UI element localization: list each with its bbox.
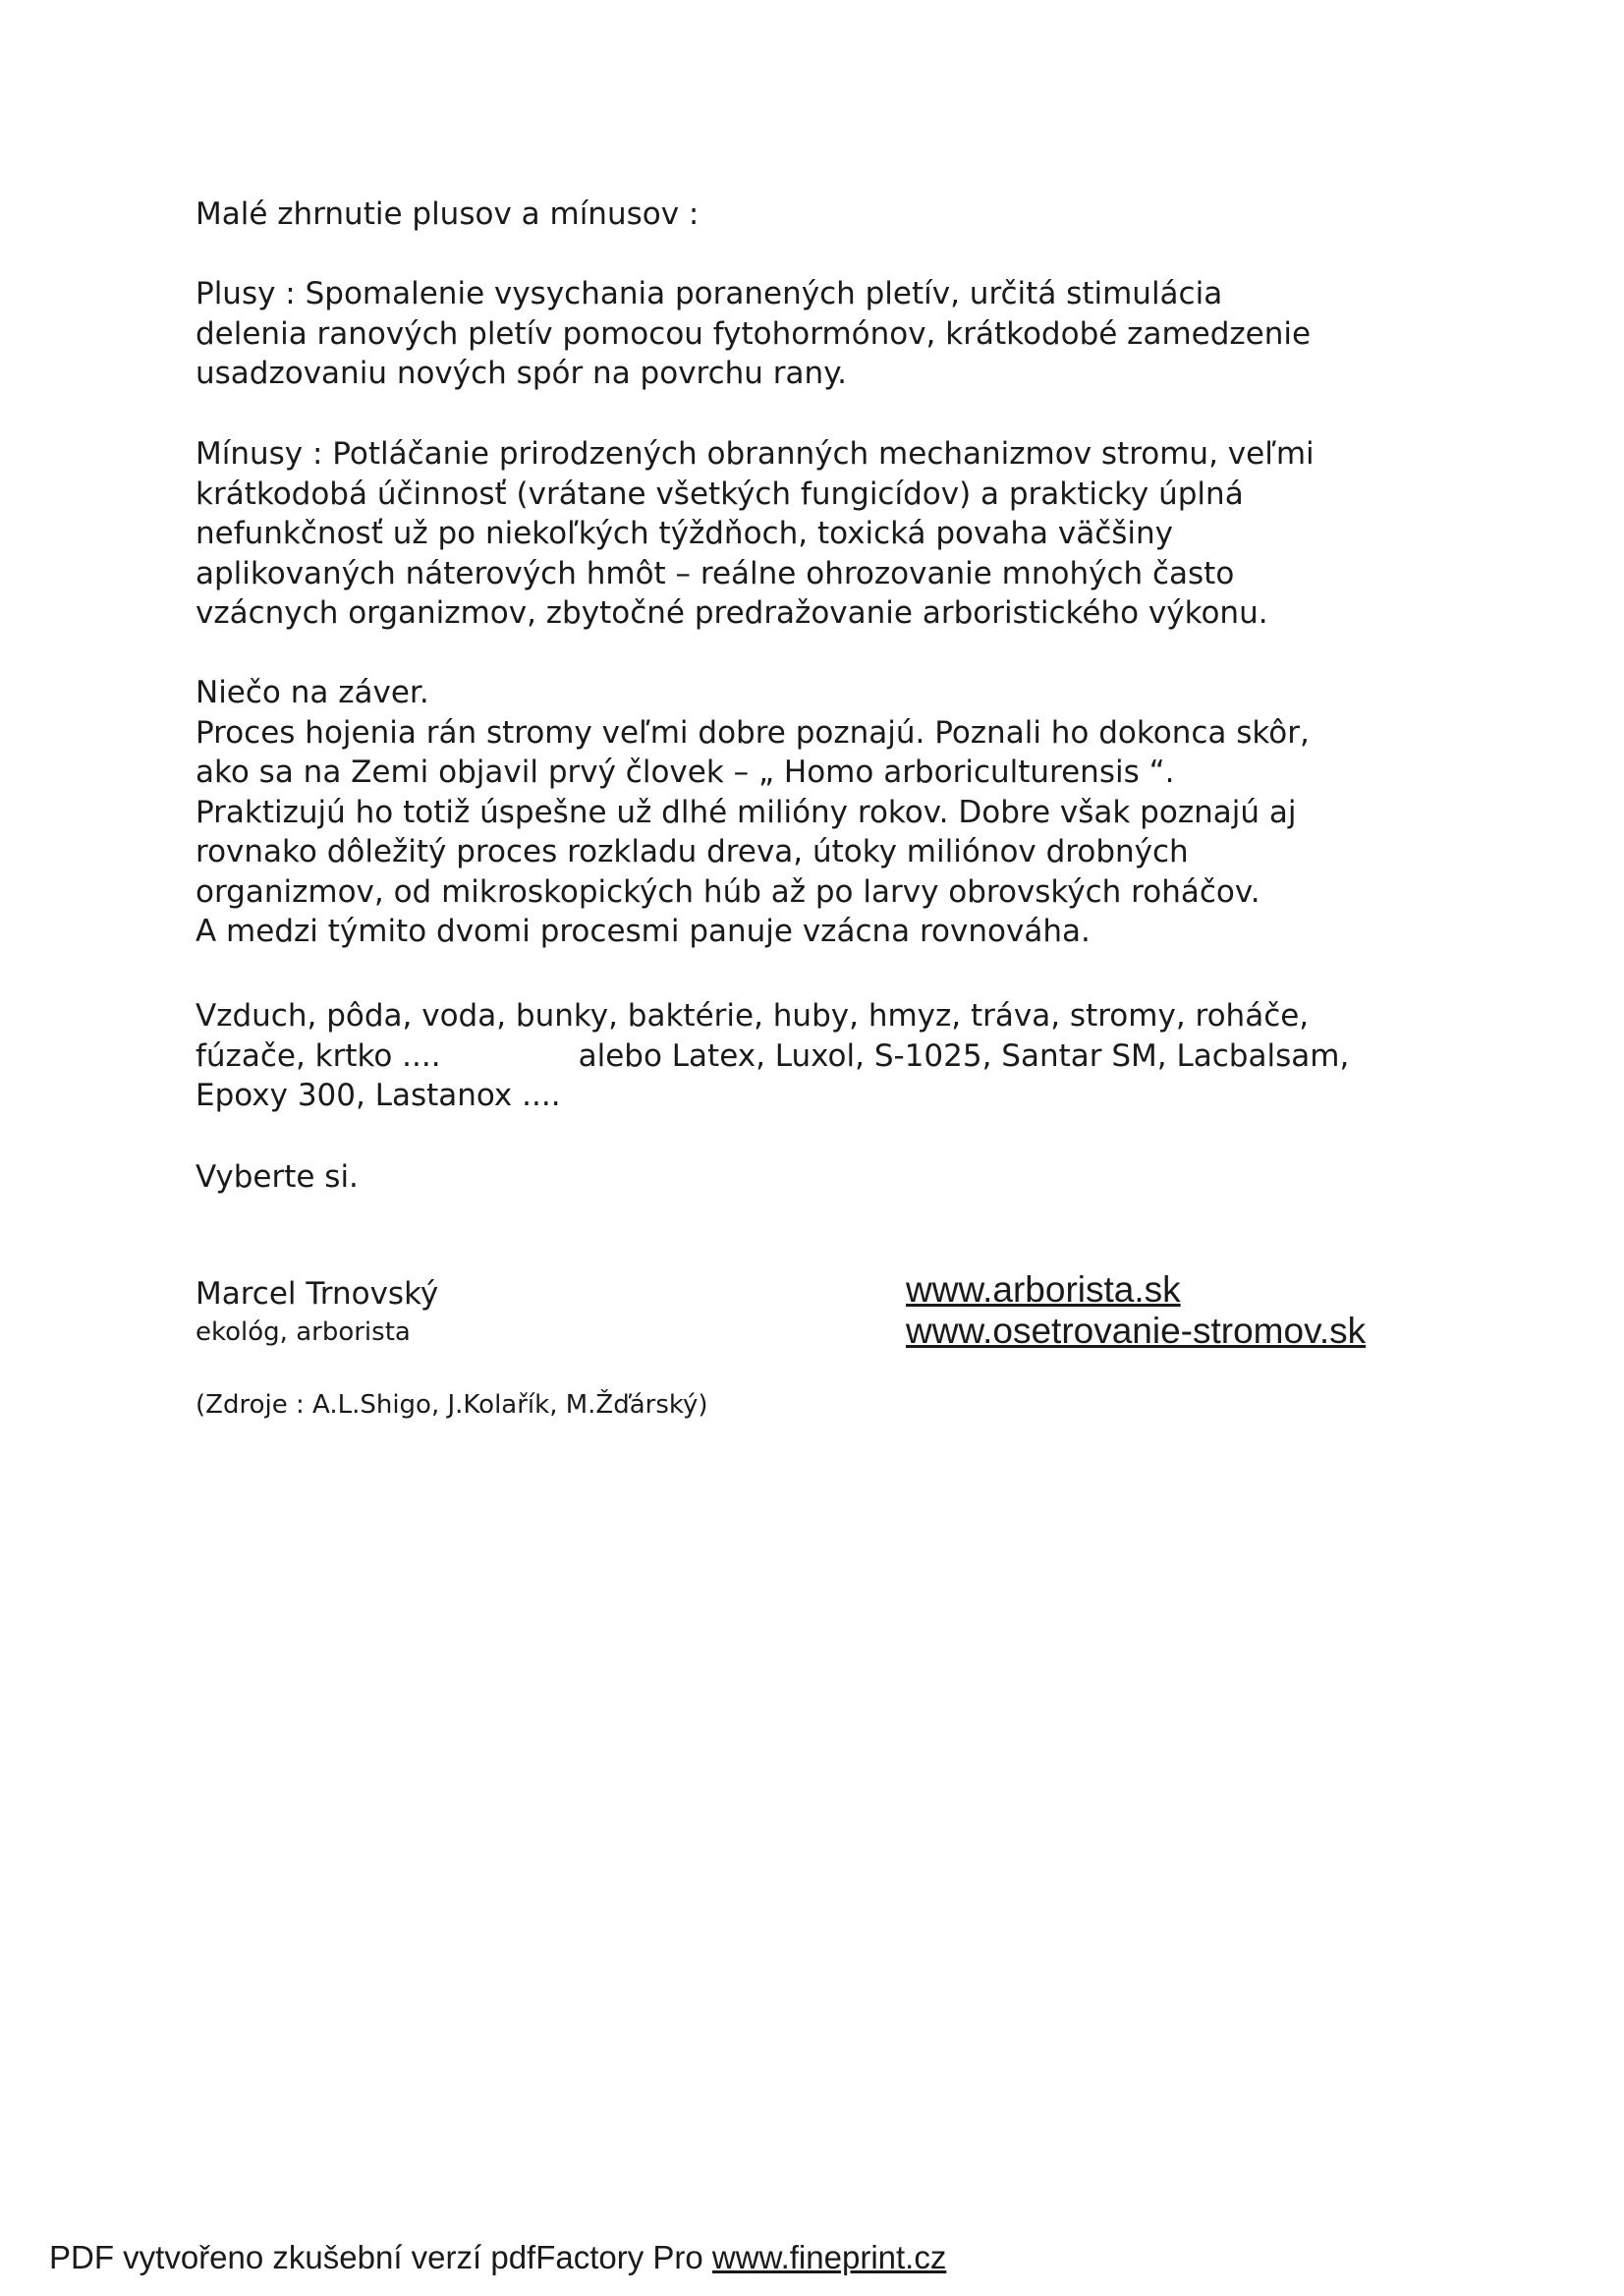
minusy-line: aplikovaných náterových hmôt – reálne ohrozovanie mnohých často	[196, 555, 1235, 591]
intro-text: Malé zhrnutie plusov a mínusov :	[196, 196, 700, 232]
zaver-line: organizmov, od mikroskopických húb až po larvy obrovských roháčov.	[196, 873, 1260, 910]
choose-line	[196, 1157, 1473, 1198]
link-osetrovanie-stromov[interactable]: www.osetrovanie-stromov.sk	[906, 1311, 1367, 1351]
plusy-line: Plusy : Spomalenie vysychania poranených pletív, určitá stimulácia	[196, 276, 1223, 311]
plusy-line: delenia ranových pletív pomocou fytohormónov, krátkodobé zamedzenie	[196, 315, 1312, 352]
author-role: ekológ, arborista	[196, 1317, 411, 1347]
plusy-paragraph	[196, 274, 1473, 394]
zaver-line: Proces hojenia rán stromy veľmi dobre poznajú. Poznali ho dokonca skôr,	[196, 714, 1310, 751]
list-line	[196, 1036, 1473, 1077]
plusy-line: usadzovaniu nových spór na povrchu rany.	[196, 356, 847, 391]
zaver-line: Praktizujú ho totiž úspešne už dlhé milióny rokov. Dobre však poznajú aj	[196, 794, 1297, 830]
zaver-line: A medzi týmito dvomi procesmi panuje vzácna rovnováha.	[196, 914, 1091, 949]
website-links	[906, 1269, 1366, 1352]
footer-text: PDF vytvořeno zkušební verzí pdfFactory Pro	[49, 2239, 712, 2275]
footer-link[interactable]: www.fineprint.cz	[711, 2239, 947, 2275]
list-line-left: fúzače, krtko ....	[196, 1037, 441, 1074]
zaver-paragraph	[196, 673, 1473, 952]
choose-text: Vyberte si.	[196, 1159, 359, 1195]
zaver-line: rovnako dôležitý proces rozkladu dreva, útoky miliónov drobných	[196, 834, 1189, 869]
sources-note: (Zdroje : A.L.Shigo, J.Kolařík, M.Žďárský)	[196, 1390, 708, 1420]
link-arborista[interactable]: www.arborista.sk	[906, 1269, 1181, 1310]
minusy-line: nefunkčnosť už po niekoľkých týždňoch, toxická povaha väčšiny	[196, 516, 1173, 551]
list-line: Epoxy 300, Lastanox ....	[196, 1078, 561, 1113]
author-name: Marcel Trnovský	[196, 1276, 439, 1312]
pdf-footer	[49, 2238, 946, 2277]
minusy-line: krátkodobá účinnosť (vrátane všetkých fungicídov) a prakticky úplná	[196, 476, 1244, 512]
list-line: Vzduch, pôda, voda, bunky, baktérie, huby, hmyz, tráva, stromy, roháče,	[196, 998, 1310, 1034]
minusy-line: Mínusy : Potláčanie prirodzených obranných mechanizmov stromu, veľmi	[196, 436, 1315, 472]
list-paragraph	[196, 996, 1473, 1116]
minusy-line: vzácnych organizmov, zbytočné predražovanie arboristického výkonu.	[196, 595, 1268, 631]
zaver-line: Niečo na záver.	[196, 675, 429, 710]
zaver-line: ako sa na Zemi objavil prvý človek – „ Homo arboriculturensis “.	[196, 755, 1175, 790]
list-line-right: alebo Latex, Luxol, S-1025, Santar SM, Lacbalsam,	[578, 1037, 1350, 1074]
intro-line	[196, 195, 1473, 235]
minusy-paragraph	[196, 434, 1473, 634]
